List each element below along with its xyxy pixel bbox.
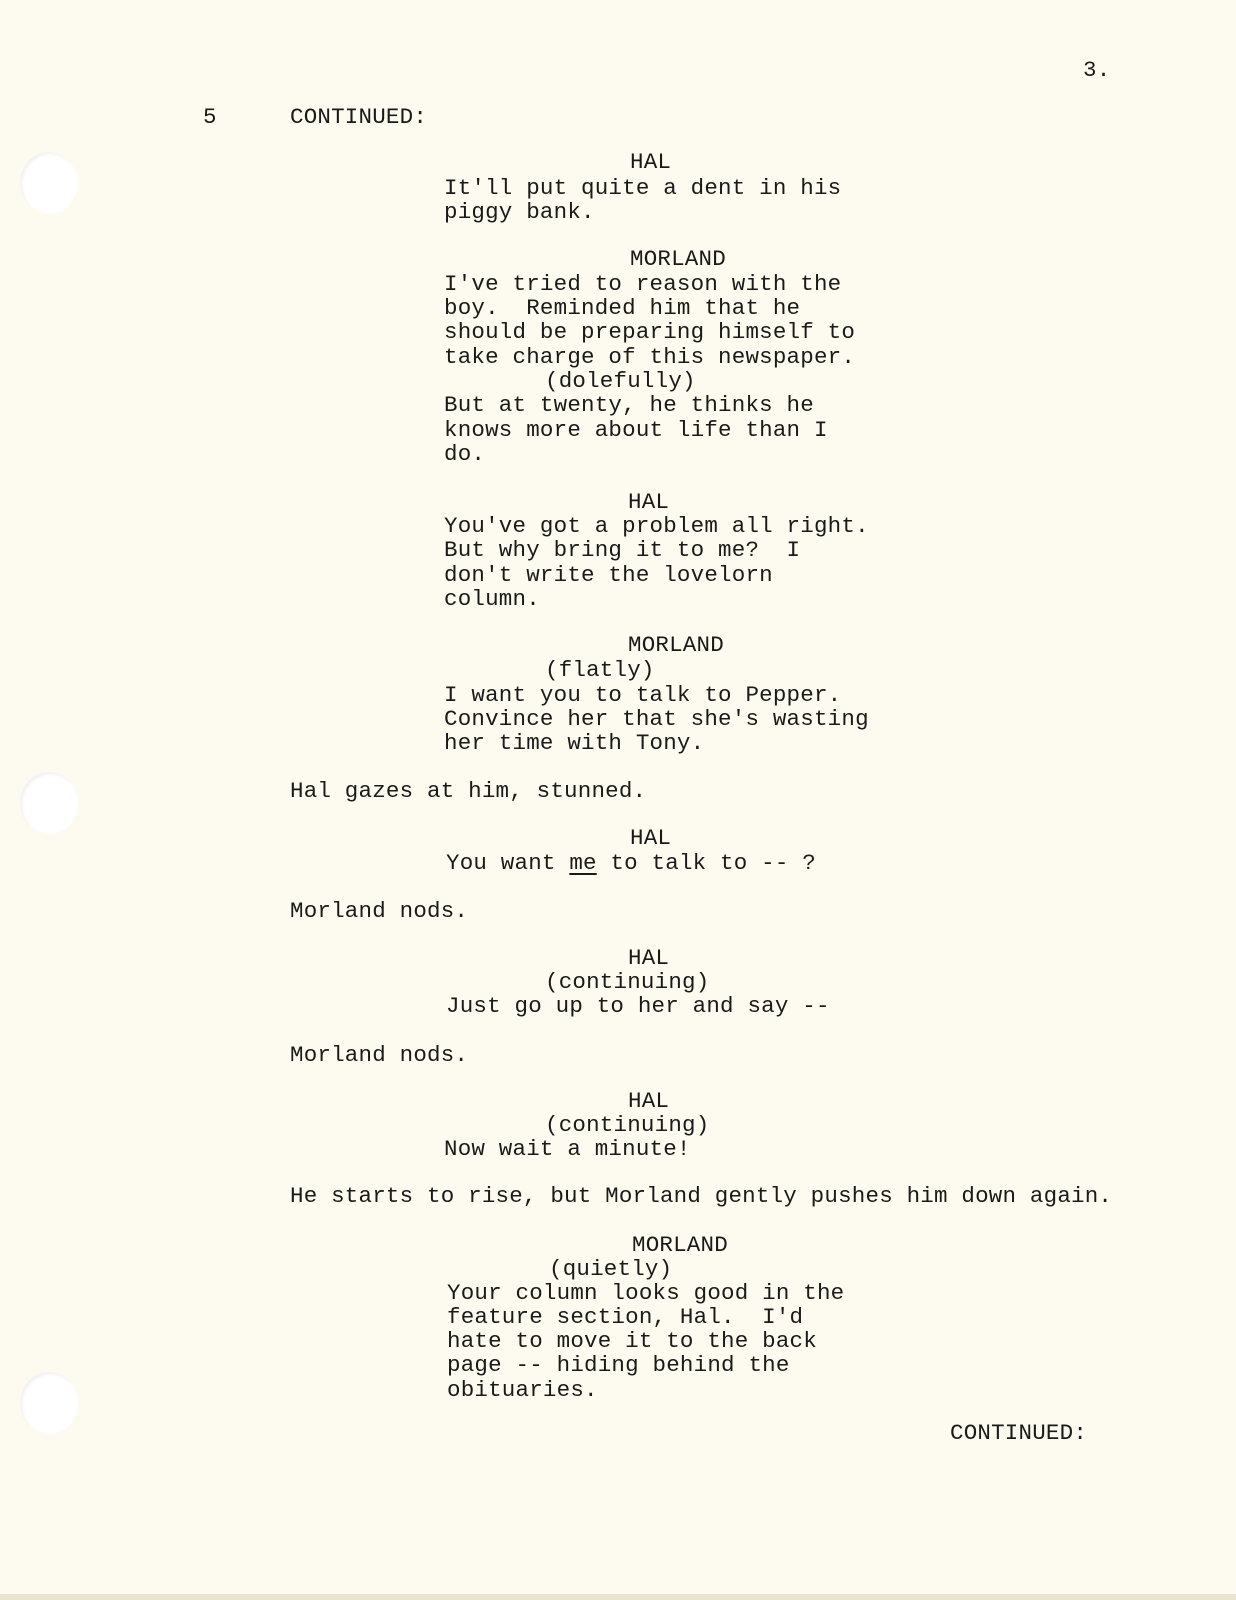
scene-number: 5 xyxy=(203,104,217,130)
dialogue-text: You want xyxy=(446,850,570,876)
dialogue-line: piggy bank. xyxy=(444,199,595,225)
action-line: He starts to rise, but Morland gently pushes him down again. xyxy=(290,1183,1113,1209)
dialogue-line: boy. Reminded him that he xyxy=(444,295,801,321)
parenthetical: (dolefully) xyxy=(545,368,696,394)
dialogue-line: But at twenty, he thinks he xyxy=(444,392,814,418)
dialogue-line: Just go up to her and say -- xyxy=(446,993,830,1019)
dialogue-line: column. xyxy=(444,586,540,612)
dialogue-line: take charge of this newspaper. xyxy=(444,344,856,370)
punch-hole xyxy=(20,152,78,214)
dialogue-line: don't write the lovelorn xyxy=(444,562,773,588)
character-cue: MORLAND xyxy=(628,632,724,658)
dialogue-line: feature section, Hal. I'd xyxy=(447,1304,804,1330)
parenthetical: (continuing) xyxy=(545,969,710,995)
action-line: Hal gazes at him, stunned. xyxy=(290,778,647,804)
action-line: Morland nods. xyxy=(290,898,469,924)
character-cue: MORLAND xyxy=(630,246,726,272)
dialogue-line: should be preparing himself to xyxy=(444,319,856,345)
action-line: Morland nods. xyxy=(290,1042,469,1068)
character-cue: HAL xyxy=(628,1088,670,1114)
punch-hole xyxy=(20,772,78,834)
dialogue-line: do. xyxy=(444,441,486,467)
dialogue-line: Now wait a minute! xyxy=(444,1136,691,1162)
continued-footer: CONTINUED: xyxy=(950,1420,1088,1446)
dialogue-line: her time with Tony. xyxy=(444,730,705,756)
character-cue: HAL xyxy=(630,825,672,851)
punch-hole xyxy=(20,1372,78,1434)
dialogue-line: Your column looks good in the xyxy=(447,1280,845,1306)
dialogue-line: You've got a problem all right. xyxy=(444,513,869,539)
character-cue: HAL xyxy=(630,149,672,175)
parenthetical: (quietly) xyxy=(549,1256,673,1282)
emphasized-word: me xyxy=(569,850,597,876)
dialogue-line: Convince her that she's wasting xyxy=(444,706,869,732)
dialogue-line: hate to move it to the back xyxy=(447,1328,817,1354)
parenthetical: (flatly) xyxy=(545,657,655,683)
character-cue: HAL xyxy=(628,945,670,971)
dialogue-line: But why bring it to me? I xyxy=(444,537,801,563)
parenthetical: (continuing) xyxy=(545,1112,710,1138)
character-cue: MORLAND xyxy=(632,1232,728,1258)
dialogue-line: knows more about life than I xyxy=(444,417,828,443)
page-edge xyxy=(0,1594,1236,1600)
dialogue-line xyxy=(446,851,816,876)
page-number: 3. xyxy=(1083,57,1111,83)
dialogue-line: I've tried to reason with the xyxy=(444,271,842,297)
character-cue: HAL xyxy=(628,489,670,515)
dialogue-line: obituaries. xyxy=(447,1377,598,1403)
scene-header: CONTINUED: xyxy=(290,104,428,130)
dialogue-line: It'll put quite a dent in his xyxy=(444,175,842,201)
dialogue-line: I want you to talk to Pepper. xyxy=(444,682,842,708)
dialogue-line: page -- hiding behind the xyxy=(447,1352,790,1378)
dialogue-text: to talk to -- ? xyxy=(596,850,816,876)
